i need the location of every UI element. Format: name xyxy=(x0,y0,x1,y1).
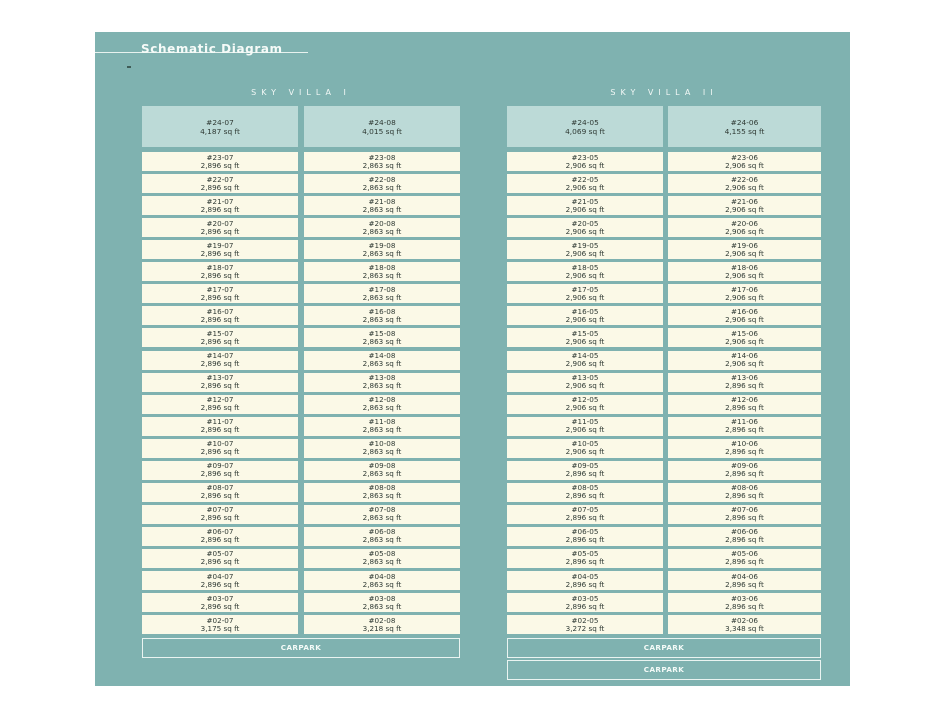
unit-number: #16-07 xyxy=(206,306,234,316)
unit-cell xyxy=(142,152,298,171)
unit-area: 2,906 sq ft xyxy=(725,160,764,170)
unit-number: #07-08 xyxy=(368,505,396,515)
unit-number: #10-05 xyxy=(571,439,599,449)
unit-cell xyxy=(668,461,821,480)
unit-area: 2,906 sq ft xyxy=(565,336,605,346)
unit-cell xyxy=(507,571,663,590)
unit-area: 2,896 sq ft xyxy=(725,447,764,457)
unit-area: 2,906 sq ft xyxy=(725,314,764,324)
unit-area: 2,906 sq ft xyxy=(565,270,605,280)
unit-cell xyxy=(304,505,460,524)
unit-cell xyxy=(304,328,460,347)
unit-area: 2,863 sq ft xyxy=(362,226,402,236)
unit-area: 2,906 sq ft xyxy=(565,204,605,214)
unit-number: #04-08 xyxy=(368,571,396,581)
unit-area: 2,896 sq ft xyxy=(725,513,764,523)
unit-cell xyxy=(668,505,821,524)
unit-area: 2,906 sq ft xyxy=(565,314,605,324)
unit-area: 2,906 sq ft xyxy=(565,160,605,170)
unit-cell xyxy=(507,152,663,171)
unit-number: #12-05 xyxy=(571,395,599,405)
unit-number: #02-07 xyxy=(206,615,234,625)
unit-number: #02-06 xyxy=(731,615,758,625)
unit-number: #05-06 xyxy=(731,549,758,559)
unit-cell xyxy=(668,262,821,281)
unit-cell xyxy=(668,527,821,546)
unit-number: #21-07 xyxy=(206,196,234,206)
unit-number: #02-08 xyxy=(368,615,396,625)
unit-area: 2,896 sq ft xyxy=(725,403,764,413)
unit-area: 2,896 sq ft xyxy=(565,601,605,611)
unit-number: #03-07 xyxy=(206,593,234,603)
unit-number: #03-06 xyxy=(731,593,758,603)
unit-cell xyxy=(304,571,460,590)
unit-area: 2,863 sq ft xyxy=(362,359,402,368)
unit-area: 4,015 sq ft xyxy=(362,126,402,136)
unit-cell xyxy=(304,240,460,259)
unit-area: 2,906 sq ft xyxy=(565,248,605,258)
unit-number: #24-07 xyxy=(206,117,234,127)
unit-cell xyxy=(507,218,663,237)
unit-cell xyxy=(668,549,821,568)
unit-cell xyxy=(668,328,821,347)
unit-number: #13-07 xyxy=(206,373,234,382)
unit-number: #07-05 xyxy=(571,505,599,515)
unit-area: 2,896 sq ft xyxy=(725,425,764,435)
unit-area: 2,896 sq ft xyxy=(725,601,764,611)
unit-cell xyxy=(507,439,663,458)
unit-number: #06-08 xyxy=(368,527,396,537)
unit-number: #23-05 xyxy=(571,152,599,162)
unit-cell xyxy=(304,395,460,414)
unit-cell xyxy=(142,439,298,458)
page-title: Schematic Diagram xyxy=(141,42,283,56)
unit-cell xyxy=(142,549,298,568)
unit-number: #19-06 xyxy=(731,240,758,250)
unit-area: 4,187 sq ft xyxy=(200,126,240,136)
unit-number: #21-08 xyxy=(368,196,396,206)
unit-number: #08-07 xyxy=(206,483,234,493)
scan-mark xyxy=(127,66,131,68)
unit-cell xyxy=(142,196,298,215)
unit-number: #08-06 xyxy=(731,483,758,493)
unit-area: 2,896 sq ft xyxy=(200,447,240,457)
carpark-block: CARPARK xyxy=(507,660,821,680)
unit-number: #03-08 xyxy=(368,593,396,603)
unit-number: #11-06 xyxy=(731,417,758,427)
unit-area: 2,863 sq ft xyxy=(362,204,402,214)
unit-area: 2,896 sq ft xyxy=(200,535,240,545)
unit-cell xyxy=(304,527,460,546)
unit-number: #05-08 xyxy=(368,549,396,559)
tower-title-sky-villa-2: SKY VILLA II xyxy=(610,88,718,97)
unit-area: 2,906 sq ft xyxy=(565,226,605,236)
unit-cell xyxy=(142,262,298,281)
unit-cell xyxy=(142,483,298,502)
unit-number: #02-05 xyxy=(571,615,599,625)
unit-number: #20-05 xyxy=(571,218,599,228)
unit-number: #14-05 xyxy=(571,351,599,360)
unit-cell xyxy=(668,417,821,436)
unit-area: 2,896 sq ft xyxy=(565,513,605,523)
unit-area: 3,218 sq ft xyxy=(362,623,402,633)
unit-number: #09-07 xyxy=(206,461,234,471)
unit-cell xyxy=(304,262,460,281)
unit-number: #20-06 xyxy=(731,218,758,228)
unit-cell xyxy=(304,174,460,193)
unit-area: 2,896 sq ft xyxy=(200,491,240,501)
unit-number: #16-08 xyxy=(368,306,396,316)
unit-number: #08-08 xyxy=(368,483,396,493)
unit-cell xyxy=(507,615,663,634)
unit-cell xyxy=(668,373,821,392)
unit-number: #09-05 xyxy=(571,461,599,471)
unit-cell xyxy=(507,505,663,524)
unit-cell xyxy=(142,240,298,259)
carpark-block: CARPARK xyxy=(507,638,821,658)
unit-number: #03-05 xyxy=(571,593,599,603)
unit-number: #17-07 xyxy=(206,284,234,294)
unit-cell xyxy=(507,395,663,414)
unit-cell xyxy=(507,483,663,502)
unit-area: 2,896 sq ft xyxy=(565,557,605,567)
unit-cell xyxy=(668,240,821,259)
unit-area: 2,896 sq ft xyxy=(200,381,240,390)
unit-area: 2,906 sq ft xyxy=(565,359,605,368)
unit-number: #05-05 xyxy=(571,549,599,559)
unit-area: 2,863 sq ft xyxy=(362,381,402,390)
unit-area: 2,896 sq ft xyxy=(200,425,240,435)
unit-number: #06-07 xyxy=(206,527,234,537)
unit-number: #16-05 xyxy=(571,306,599,316)
unit-cell xyxy=(304,306,460,325)
unit-cell xyxy=(507,549,663,568)
unit-cell xyxy=(304,152,460,171)
unit-cell xyxy=(304,351,460,370)
unit-area: 2,896 sq ft xyxy=(565,469,605,479)
unit-cell xyxy=(507,106,663,147)
unit-number: #20-08 xyxy=(368,218,396,228)
unit-area: 2,896 sq ft xyxy=(200,557,240,567)
unit-cell xyxy=(142,527,298,546)
unit-cell xyxy=(668,439,821,458)
unit-number: #17-06 xyxy=(731,284,758,294)
unit-number: #10-08 xyxy=(368,439,396,449)
unit-cell xyxy=(142,351,298,370)
unit-cell xyxy=(668,351,821,370)
unit-number: #13-08 xyxy=(368,373,396,382)
unit-cell xyxy=(142,306,298,325)
unit-area: 2,906 sq ft xyxy=(725,359,764,368)
unit-cell xyxy=(304,196,460,215)
unit-number: #12-07 xyxy=(206,395,234,405)
unit-cell xyxy=(507,527,663,546)
unit-cell xyxy=(668,615,821,634)
unit-number: #15-05 xyxy=(571,328,599,338)
unit-area: 2,896 sq ft xyxy=(200,292,240,302)
unit-area: 2,863 sq ft xyxy=(362,403,402,413)
unit-area: 2,863 sq ft xyxy=(362,292,402,302)
unit-number: #15-08 xyxy=(368,328,396,338)
unit-area: 2,896 sq ft xyxy=(200,248,240,258)
unit-number: #09-06 xyxy=(731,461,758,471)
unit-area: 2,863 sq ft xyxy=(362,447,402,457)
unit-number: #14-08 xyxy=(368,351,396,360)
unit-number: #14-06 xyxy=(731,351,758,360)
unit-area: 2,896 sq ft xyxy=(200,469,240,479)
unit-number: #14-07 xyxy=(206,351,234,360)
unit-number: #22-06 xyxy=(731,174,758,184)
unit-area: 2,906 sq ft xyxy=(725,292,764,302)
unit-area: 2,896 sq ft xyxy=(200,182,240,192)
unit-cell xyxy=(142,417,298,436)
unit-number: #24-06 xyxy=(730,117,759,127)
unit-area: 2,896 sq ft xyxy=(200,160,240,170)
unit-area: 2,906 sq ft xyxy=(565,381,605,390)
unit-area: 2,896 sq ft xyxy=(725,381,764,390)
unit-area: 2,863 sq ft xyxy=(362,513,402,523)
unit-number: #04-07 xyxy=(206,571,234,581)
unit-area: 2,906 sq ft xyxy=(725,226,764,236)
unit-area: 2,863 sq ft xyxy=(362,579,402,589)
unit-number: #21-06 xyxy=(731,196,758,206)
unit-area: 2,896 sq ft xyxy=(565,579,605,589)
unit-area: 4,069 sq ft xyxy=(565,126,605,136)
unit-cell xyxy=(668,306,821,325)
unit-number: #17-05 xyxy=(571,284,599,294)
unit-cell xyxy=(507,328,663,347)
unit-number: #08-05 xyxy=(571,483,599,493)
unit-cell xyxy=(142,505,298,524)
unit-cell xyxy=(304,593,460,612)
unit-cell xyxy=(142,106,298,147)
unit-number: #10-06 xyxy=(731,439,758,449)
unit-area: 2,863 sq ft xyxy=(362,425,402,435)
unit-cell xyxy=(507,284,663,303)
unit-number: #23-06 xyxy=(731,152,758,162)
unit-cell xyxy=(507,240,663,259)
unit-area: 3,175 sq ft xyxy=(200,623,240,633)
tower-title-sky-villa-1: SKY VILLA I xyxy=(251,88,351,97)
unit-number: #07-07 xyxy=(206,505,234,515)
unit-number: #11-08 xyxy=(368,417,396,427)
unit-area: 2,863 sq ft xyxy=(362,314,402,324)
unit-cell xyxy=(304,615,460,634)
unit-number: #19-07 xyxy=(206,240,234,250)
unit-area: 2,863 sq ft xyxy=(362,491,402,501)
unit-cell xyxy=(304,218,460,237)
unit-number: #06-06 xyxy=(731,527,758,537)
unit-number: #09-08 xyxy=(368,461,396,471)
unit-area: 2,896 sq ft xyxy=(200,601,240,611)
unit-area: 2,906 sq ft xyxy=(725,248,764,258)
unit-number: #23-08 xyxy=(368,152,396,162)
unit-number: #23-07 xyxy=(206,152,234,162)
unit-area: 2,896 sq ft xyxy=(565,535,605,545)
unit-number: #17-08 xyxy=(368,284,396,294)
unit-area: 2,896 sq ft xyxy=(200,513,240,523)
unit-cell xyxy=(142,218,298,237)
unit-area: 3,272 sq ft xyxy=(565,623,605,633)
unit-area: 2,863 sq ft xyxy=(362,182,402,192)
unit-number: #07-06 xyxy=(731,505,758,515)
unit-area: 2,896 sq ft xyxy=(725,491,764,501)
unit-number: #18-08 xyxy=(368,262,396,272)
unit-number: #12-06 xyxy=(731,395,758,405)
unit-cell xyxy=(507,373,663,392)
unit-area: 2,896 sq ft xyxy=(200,270,240,280)
unit-cell xyxy=(507,593,663,612)
unit-area: 2,863 sq ft xyxy=(362,270,402,280)
unit-number: #11-05 xyxy=(571,417,599,427)
unit-number: #04-06 xyxy=(731,571,758,581)
unit-cell xyxy=(142,461,298,480)
unit-area: 2,863 sq ft xyxy=(362,469,402,479)
unit-number: #18-05 xyxy=(571,262,599,272)
unit-cell xyxy=(668,571,821,590)
unit-cell xyxy=(304,549,460,568)
unit-area: 2,896 sq ft xyxy=(725,579,764,589)
carpark-block: CARPARK xyxy=(142,638,460,658)
unit-number: #12-08 xyxy=(368,395,396,405)
unit-number: #15-06 xyxy=(731,328,758,338)
unit-area: 2,906 sq ft xyxy=(725,204,764,214)
unit-cell xyxy=(142,284,298,303)
unit-area: 2,896 sq ft xyxy=(725,535,764,545)
unit-number: #16-06 xyxy=(731,306,758,316)
unit-number: #24-08 xyxy=(368,117,396,127)
unit-area: 2,863 sq ft xyxy=(362,160,402,170)
unit-cell xyxy=(304,483,460,502)
unit-area: 2,896 sq ft xyxy=(200,579,240,589)
unit-number: #05-07 xyxy=(206,549,234,559)
unit-number: #04-05 xyxy=(571,571,599,581)
unit-number: #22-08 xyxy=(368,174,396,184)
unit-area: 2,906 sq ft xyxy=(725,182,764,192)
unit-cell xyxy=(668,483,821,502)
unit-cell xyxy=(142,395,298,414)
unit-number: #20-07 xyxy=(206,218,234,228)
unit-cell xyxy=(304,439,460,458)
unit-area: 2,896 sq ft xyxy=(725,469,764,479)
unit-number: #19-05 xyxy=(571,240,599,250)
unit-cell xyxy=(668,196,821,215)
unit-cell xyxy=(507,417,663,436)
unit-cell xyxy=(304,417,460,436)
unit-cell xyxy=(142,571,298,590)
unit-cell xyxy=(668,174,821,193)
unit-number: #21-05 xyxy=(571,196,599,206)
unit-area: 2,896 sq ft xyxy=(200,226,240,236)
unit-area: 2,896 sq ft xyxy=(200,359,240,368)
unit-area: 2,863 sq ft xyxy=(362,535,402,545)
unit-number: #18-07 xyxy=(206,262,234,272)
unit-cell xyxy=(142,373,298,392)
unit-area: 3,348 sq ft xyxy=(725,623,764,633)
unit-cell xyxy=(668,284,821,303)
unit-number: #19-08 xyxy=(368,240,396,250)
unit-number: #22-05 xyxy=(571,174,599,184)
unit-number: #10-07 xyxy=(206,439,234,449)
unit-cell xyxy=(304,284,460,303)
unit-area: 2,896 sq ft xyxy=(200,204,240,214)
unit-area: 2,896 sq ft xyxy=(200,314,240,324)
unit-cell xyxy=(142,328,298,347)
unit-cell xyxy=(507,306,663,325)
unit-cell xyxy=(507,351,663,370)
unit-cell xyxy=(668,395,821,414)
unit-cell xyxy=(668,593,821,612)
unit-cell xyxy=(142,593,298,612)
unit-cell xyxy=(304,373,460,392)
unit-area: 2,906 sq ft xyxy=(565,425,605,435)
unit-number: #06-05 xyxy=(571,527,599,537)
unit-number: #15-07 xyxy=(206,328,234,338)
unit-area: 4,155 sq ft xyxy=(724,126,765,136)
unit-cell xyxy=(507,262,663,281)
unit-cell xyxy=(668,152,821,171)
unit-number: #18-06 xyxy=(731,262,758,272)
unit-area: 2,906 sq ft xyxy=(565,403,605,413)
unit-cell xyxy=(668,106,821,147)
unit-cell xyxy=(142,174,298,193)
unit-area: 2,906 sq ft xyxy=(565,447,605,457)
unit-area: 2,863 sq ft xyxy=(362,557,402,567)
unit-area: 2,863 sq ft xyxy=(362,336,402,346)
unit-number: #11-07 xyxy=(206,417,234,427)
unit-cell xyxy=(142,615,298,634)
unit-area: 2,896 sq ft xyxy=(200,403,240,413)
unit-area: 2,863 sq ft xyxy=(362,248,402,258)
unit-area: 2,906 sq ft xyxy=(565,292,605,302)
unit-number: #13-06 xyxy=(731,373,758,382)
unit-area: 2,896 sq ft xyxy=(200,336,240,346)
unit-cell xyxy=(304,461,460,480)
unit-cell xyxy=(668,218,821,237)
unit-number: #24-05 xyxy=(571,117,599,127)
unit-cell xyxy=(507,174,663,193)
unit-number: #13-05 xyxy=(571,373,599,382)
unit-cell xyxy=(304,106,460,147)
unit-cell xyxy=(507,196,663,215)
unit-area: 2,896 sq ft xyxy=(565,491,605,501)
unit-area: 2,863 sq ft xyxy=(362,601,402,611)
unit-area: 2,906 sq ft xyxy=(725,336,764,346)
unit-area: 2,896 sq ft xyxy=(725,557,764,567)
unit-area: 2,906 sq ft xyxy=(725,270,764,280)
unit-number: #22-07 xyxy=(206,174,234,184)
unit-cell xyxy=(507,461,663,480)
unit-area: 2,906 sq ft xyxy=(565,182,605,192)
